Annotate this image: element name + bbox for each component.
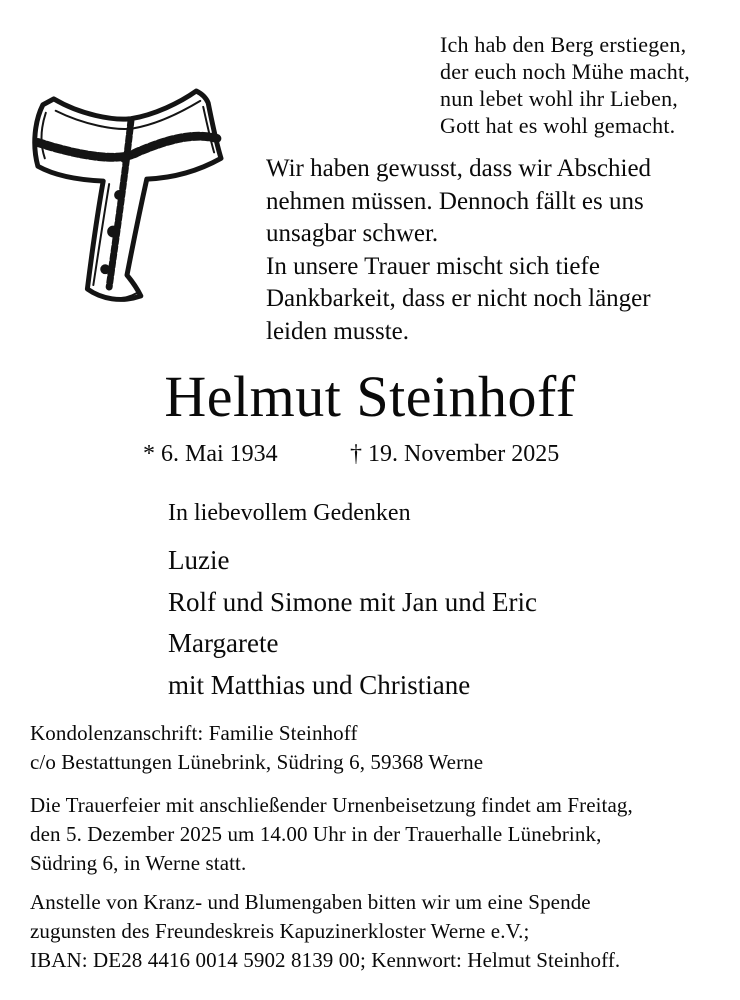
intro-block <box>266 153 651 348</box>
intro-line: Wir haben gewusst, dass wir Abschied <box>266 155 652 182</box>
donation-info-block <box>30 888 620 975</box>
poem-line: Ich hab den Berg erstiegen, <box>440 32 687 57</box>
poem-line: nun lebet wohl ihr Lieben, <box>440 86 678 111</box>
funeral-line: den 5. Dezember 2025 um 14.00 Uhr in der Trauerhalle Lünebrink, <box>30 822 602 846</box>
donation-line: IBAN: DE28 4416 0014 5902 8139 00; Kennwort: Helmut Steinhoff. <box>30 948 621 972</box>
funeral-info-block <box>30 791 633 878</box>
condolence-line: c/o Bestattungen Lünebrink, Südring 6, 59368 Werne <box>30 750 484 774</box>
intro-line: Dankbarkeit, dass er nicht noch länger <box>266 285 651 312</box>
funeral-line: Südring 6, in Werne statt. <box>30 851 247 875</box>
mourners-block <box>168 540 537 706</box>
tau-cross-drawing <box>26 78 224 302</box>
intro-line: In unsere Trauer mischt sich tiefe <box>266 252 600 280</box>
birth-date: * 6. Mai 1934 <box>143 441 278 467</box>
condolence-line: Kondolenzanschrift: Familie Steinhoff <box>30 721 358 745</box>
death-date: † 19. November 2025 <box>350 441 560 467</box>
mourner-line: Luzie <box>168 545 230 575</box>
poem-line: Gott hat es wohl gemacht. <box>440 113 676 138</box>
intro-line: nehmen müssen. Dennoch fällt es uns <box>266 187 644 215</box>
poem-line: der euch noch Mühe macht, <box>440 59 690 84</box>
mourner-line: Rolf und Simone mit Jan und Eric <box>168 586 537 617</box>
funeral-line: Die Trauerfeier mit anschließender Urnenbeisetzung findet am Freitag, <box>30 793 633 817</box>
donation-line: Anstelle von Kranz- und Blumengaben bitten wir um eine Spende <box>30 890 591 914</box>
remembrance-label: In liebevollem Gedenken <box>168 500 411 526</box>
donation-line: zugunsten des Freundeskreis Kapuzinerkloster Werne e.V.; <box>30 919 530 943</box>
mourner-line: Margarete <box>168 628 279 658</box>
intro-line: leiden musste. <box>266 317 410 345</box>
mourner-line: mit Matthias und Christiane <box>168 669 471 700</box>
dates-row <box>0 441 740 475</box>
tau-cross-icon <box>26 78 224 302</box>
intro-line: unsagbar schwer. <box>266 220 439 247</box>
poem-block <box>440 31 690 139</box>
condolence-block <box>30 719 483 777</box>
deceased-name: Helmut Steinhoff <box>164 364 576 429</box>
